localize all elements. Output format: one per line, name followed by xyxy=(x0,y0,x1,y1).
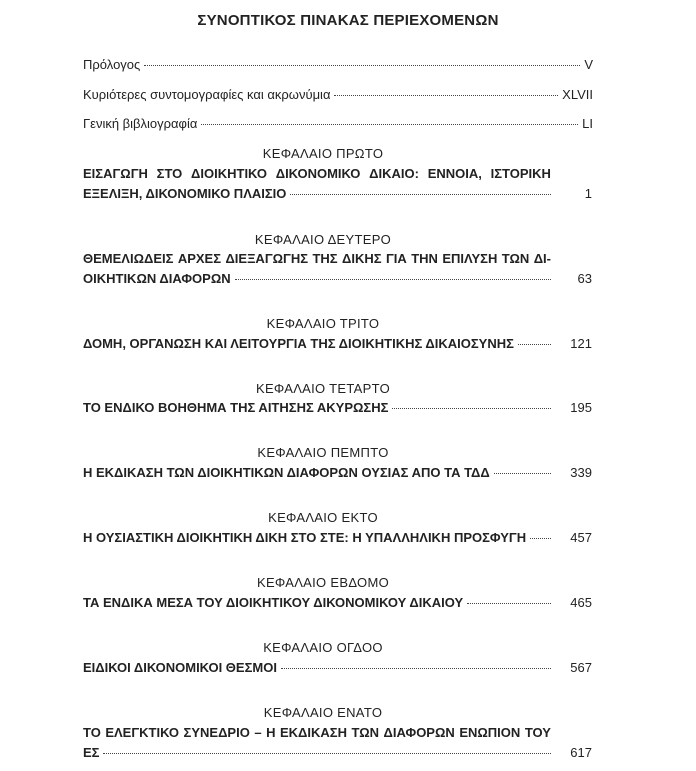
chapter-title-word: ΔΙΟΙΚΗΤΙΚΟ xyxy=(191,166,267,181)
chapter-title-word: ΑΡΧΕΣ xyxy=(177,251,222,266)
dot-leader xyxy=(235,279,551,280)
chapter-title-word: ΔΙΚΟΝΟΜΙΚΟ xyxy=(275,166,361,181)
chapter-title-word: ΣΤΟ xyxy=(156,166,183,181)
chapter-title-word: ΓΙΑ xyxy=(385,251,407,266)
chapter-page-number: 1 xyxy=(584,186,592,201)
chapter-heading: ΚΕΦΑΛΑΙΟ ΕΒΔΟΜΟ xyxy=(256,575,389,590)
chapter-title-word: ΙΣΤΟΡΙΚΗ xyxy=(490,166,551,181)
toc-entry-page: LI xyxy=(582,116,593,131)
chapter-page-number: 339 xyxy=(570,465,592,480)
chapter-title-text: ΤΟ ΕΝΔΙΚΟ ΒΟΗΘΗΜΑ ΤΗΣ ΑΙΤΗΣΗΣ ΑΚΥΡΩΣΗΣ xyxy=(83,400,389,415)
chapter-title-word: ΔΙ- xyxy=(533,251,551,266)
chapter-title-text: ΤΑ ΕΝΔΙΚΑ ΜΕΣΑ ΤΟΥ ΔΙΟΙΚΗΤΙΚΟΥ ΔΙΚΟΝΟΜΙΚΟΥ ΔΙΚΑΙΟΥ xyxy=(83,595,464,610)
chapter-title-word: ΔΙΚΗΣ xyxy=(342,251,382,266)
chapter-page-number: 457 xyxy=(570,530,592,545)
chapter-title-line[interactable] xyxy=(83,251,551,266)
chapter-heading: ΚΕΦΑΛΑΙΟ ΠΕΜΠΤΟ xyxy=(257,445,389,460)
chapter-title-last-line[interactable] xyxy=(83,660,551,678)
chapter-title-text: ΟΙΚΗΤΙΚΩΝ ΔΙΑΦΟΡΩΝ xyxy=(83,271,231,286)
toc-entry-page: V xyxy=(584,57,593,72)
chapter-title-last-line[interactable] xyxy=(83,186,551,204)
chapter-title-line[interactable] xyxy=(83,725,551,740)
chapter-title-last-line[interactable] xyxy=(83,465,551,483)
chapter-title-text: ΕΣ xyxy=(83,745,100,760)
chapter-heading: ΚΕΦΑΛΑΙΟ ΔΕΥΤΕΡΟ xyxy=(254,232,392,247)
chapter-page-number: 121 xyxy=(570,336,592,351)
chapter-title-word: ΤΩΝ xyxy=(351,725,380,740)
chapter-title-word: ΕΚΔΙΚΑΣΗ xyxy=(279,725,347,740)
chapter-title-word: ΤΩΝ xyxy=(501,251,530,266)
chapter-title-word: ΘΕΜΕΛΙΩΔΕΙΣ xyxy=(83,251,174,266)
chapter-title-last-line[interactable] xyxy=(83,400,551,418)
page-title: ΣΥΝΟΠΤΙΚΟΣ ΠΙΝΑΚΑΣ ΠΕΡΙΕΧΟΜΕΝΩΝ xyxy=(197,12,499,29)
chapter-title-last-line[interactable] xyxy=(83,336,551,354)
chapter-title-last-line[interactable] xyxy=(83,745,551,763)
chapter-title-text: ΔΟΜΗ, ΟΡΓΑΝΩΣΗ ΚΑΙ ΛΕΙΤΟΥΡΓΙΑ ΤΗΣ ΔΙΟΙΚΗΤΙΚΗΣ ΔΙΚΑΙΟΣΥΝΗΣ xyxy=(83,336,514,351)
chapter-title-word: ΕΝΝΟΙΑ, xyxy=(427,166,482,181)
chapter-title-text: ΕΞΕΛΙΞΗ, ΔΙΚΟΝΟΜΙΚΟ ΠΛΑΙΣΙΟ xyxy=(83,186,287,201)
chapter-heading: ΚΕΦΑΛΑΙΟ ΤΕΤΑΡΤΟ xyxy=(255,381,390,396)
chapter-title-word: ΤΗΣ xyxy=(312,251,338,266)
chapter-page-number: 617 xyxy=(570,745,592,760)
dot-leader xyxy=(290,194,551,195)
chapter-title-word: ΤΗΝ xyxy=(411,251,438,266)
dot-leader xyxy=(392,408,551,409)
dot-leader xyxy=(103,753,551,754)
chapter-title-last-line[interactable] xyxy=(83,595,551,613)
toc-entry-label: Κυριότερες συντομογραφίες και ακρωνύμια xyxy=(83,87,331,102)
chapter-title-word: ΕΝΩΠΙΟΝ xyxy=(459,725,521,740)
toc-entry-label: Πρόλογος xyxy=(83,57,141,72)
toc-entry-page: XLVII xyxy=(562,87,593,102)
chapter-title-word: ΔΙΚΑΙΟ: xyxy=(369,166,419,181)
chapter-title-word: ΔΙΑΦΟΡΩΝ xyxy=(383,725,455,740)
chapter-title-line[interactable] xyxy=(83,166,551,181)
toc-entry-label: Γενική βιβλιογραφία xyxy=(83,116,198,131)
toc-entry-prologue[interactable] xyxy=(83,57,593,75)
dot-leader xyxy=(467,603,551,604)
chapter-title-word: – xyxy=(254,725,262,740)
chapter-title-last-line[interactable] xyxy=(83,271,551,289)
chapter-title-word: ΤΟΥ xyxy=(524,725,551,740)
chapter-title-word: Η xyxy=(266,725,276,740)
chapter-heading: ΚΕΦΑΛΑΙΟ ΕΚΤΟ xyxy=(268,510,378,525)
chapter-heading: ΚΕΦΑΛΑΙΟ ΕΝΑΤΟ xyxy=(263,705,383,720)
chapter-title-text: Η ΕΚΔΙΚΑΣΗ ΤΩΝ ΔΙΟΙΚΗΤΙΚΩΝ ΔΙΑΦΟΡΩΝ ΟΥΣΙΑΣ ΑΠΟ ΤΑ ΤΔΔ xyxy=(83,465,490,480)
chapter-title-last-line[interactable] xyxy=(83,530,551,548)
chapter-heading: ΚΕΦΑΛΑΙΟ ΟΓΔΟΟ xyxy=(263,640,383,655)
chapter-title-word: ΣΥΝΕΔΡΙΟ xyxy=(183,725,250,740)
dot-leader xyxy=(530,538,551,539)
chapter-heading: ΚΕΦΑΛΑΙΟ ΤΡΙΤΟ xyxy=(266,316,380,331)
dot-leader xyxy=(281,668,551,669)
dot-leader xyxy=(494,473,551,474)
chapter-title-word: ΤΟ xyxy=(83,725,101,740)
chapter-page-number: 465 xyxy=(570,595,592,610)
chapter-title-text: Η ΟΥΣΙΑΣΤΙΚΗ ΔΙΟΙΚΗΤΙΚΗ ΔΙΚΗ ΣΤΟ ΣΤΕ: Η ΥΠΑΛΛΗΛΙΚΗ ΠΡΟΣΦΥΓΗ xyxy=(83,530,527,545)
dot-leader xyxy=(518,344,551,345)
chapter-title-word: ΕΙΣΑΓΩΓΗ xyxy=(83,166,148,181)
chapter-page-number: 195 xyxy=(570,400,592,415)
chapter-page-number: 567 xyxy=(570,660,592,675)
chapter-title-word: ΕΛΕΓΚΤΙΚΟ xyxy=(105,725,180,740)
toc-entry-abbreviations[interactable] xyxy=(83,87,593,105)
dot-leader xyxy=(144,65,580,66)
chapter-title-word: ΔΙΕΞΑΓΩΓΗΣ xyxy=(225,251,309,266)
toc-entry-bibliography[interactable] xyxy=(83,116,593,134)
dot-leader xyxy=(201,124,578,125)
chapter-page-number: 63 xyxy=(577,271,592,286)
chapter-title-text: ΕΙΔΙΚΟΙ ΔΙΚΟΝΟΜΙΚΟΙ ΘΕΣΜΟΙ xyxy=(83,660,277,675)
chapter-title-word: ΕΠΙΛΥΣΗ xyxy=(442,251,498,266)
chapter-heading: ΚΕΦΑΛΑΙΟ ΠΡΩΤΟ xyxy=(262,146,384,161)
dot-leader xyxy=(334,95,558,96)
